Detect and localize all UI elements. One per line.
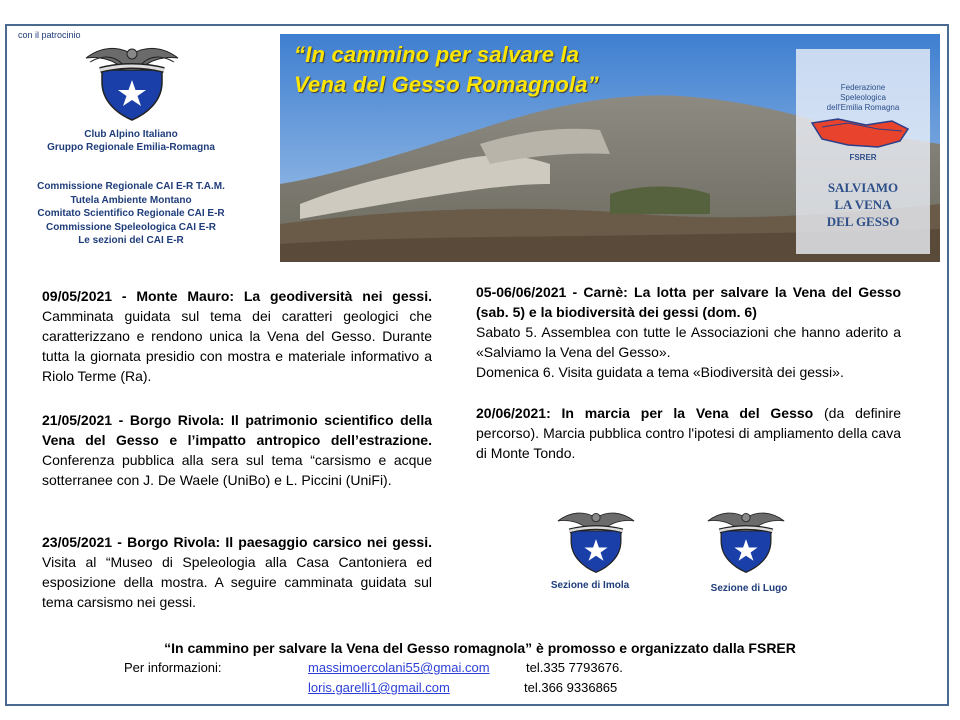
- salviamo-line: LA VENA: [834, 197, 892, 212]
- event-title: 20/06/2021: In marcia per la Vena del Gesso: [476, 405, 814, 421]
- event-item: [42, 532, 432, 612]
- event-item: [42, 410, 432, 490]
- fsrer-name-line: Federazione: [840, 83, 886, 92]
- hero-title-line: Vena del Gesso Romagnola”: [294, 72, 599, 97]
- phone-number: tel.366 9336865: [524, 680, 618, 695]
- salviamo-line: DEL GESSO: [826, 214, 900, 229]
- salviamo-line: SALVIAMO: [827, 180, 899, 195]
- cai-line: Club Alpino Italiano: [84, 129, 178, 140]
- event-body-line: Sabato 5. Assemblea con tutte le Associazioni che hanno aderito a «Salviamo la Vena del Gesso».: [476, 324, 901, 360]
- fsrer-name-line: dell'Emilia Romagna: [826, 103, 900, 112]
- event-title: 23/05/2021 - Borgo Rivola: Il paesaggio carsico nei gessi.: [42, 534, 432, 550]
- cai-eagle-logo: [84, 40, 180, 122]
- phone-number: tel.335 7793676.: [526, 660, 623, 675]
- email-link[interactable]: loris.garelli1@gmail.com: [308, 680, 450, 695]
- sezione-imola-label: Sezione di Imola: [550, 580, 630, 591]
- event-body-line: Domenica 6. Visita guidata a tema «Biodiversità dei gessi».: [476, 364, 844, 380]
- hero-title: [294, 40, 814, 100]
- fsrer-name: [796, 83, 930, 113]
- patrocinio-label: con il patrocinio: [18, 30, 81, 40]
- commission-block: [16, 180, 246, 248]
- event-item: [476, 403, 901, 463]
- cai-lugo-logo: [706, 506, 786, 574]
- footer-promo: “In cammino per salvare la Vena del Gesso romagnola” è promosso e organizzato dalla FSRER: [164, 640, 796, 656]
- commission-line: Le sezioni del CAI E-R: [78, 235, 184, 246]
- commission-line: Commissione Regionale CAI E-R T.A.M.: [37, 181, 225, 192]
- event-body: Visita al “Museo di Speleologia alla Casa Cantoniera ed esposizione della mostra. A seguire camminata guidata sul tema carsismo nei gessi.: [42, 554, 432, 610]
- cai-imola-logo: [556, 506, 636, 574]
- info-label: Per informazioni:: [124, 660, 222, 675]
- event-body: Camminata guidata sul tema dei caratteri geologici che caratterizzano e rendono unica la Vena del Gesso. Durante tutta la giornata presidio con mostra e materiale informativo a Riolo Terme (Ra).: [42, 308, 432, 384]
- event-title: 05-06/06/2021 - Carnè: La lotta per salvare la Vena del Gesso (sab. 5) e la biodiversità dei gessi (dom. 6): [476, 284, 901, 320]
- cai-line: Gruppo Regionale Emilia-Romagna: [47, 142, 215, 153]
- event-body: (da definire percorso). Marcia pubblica contro l'ipotesi di ampliamento della cava di Monte Tondo.: [476, 405, 901, 461]
- email-link[interactable]: massimoercolani55@gmai.com: [308, 660, 490, 675]
- event-title: 09/05/2021 - Monte Mauro: La geodiversità nei gessi.: [42, 288, 432, 304]
- commission-line: Commissione Speleologica CAI E-R: [45, 221, 217, 233]
- emilia-romagna-map-icon: [808, 115, 918, 153]
- cai-name-block: [16, 128, 246, 154]
- event-body: Conferenza pubblica alla sera sul tema “carsismo e acque sotterranee con J. De Waele (UniBo) e L. Piccini (UniFi).: [42, 452, 432, 488]
- commission-line: Comitato Scientifico Regionale CAI E-R: [37, 208, 225, 219]
- hero-landscape-photo: [280, 34, 940, 262]
- sezione-lugo-label: Sezione di Lugo: [710, 583, 788, 594]
- fsrer-abbr: FSRER: [849, 153, 877, 162]
- hero-title-line: “In cammino per salvare la: [294, 42, 580, 67]
- event-item: [476, 282, 901, 382]
- commission-line: Tutela Ambiente Montano: [70, 194, 192, 206]
- event-title: 21/05/2021 - Borgo Rivola: Il patrimonio scientifico della Vena del Gesso e l’impatto antropico dell’estrazione.: [42, 412, 432, 448]
- fsrer-logo-panel: [796, 49, 930, 254]
- salviamo-la-vena-logo: [796, 179, 930, 230]
- fsrer-name-line: Speleologica: [840, 93, 886, 102]
- event-item: [42, 286, 432, 386]
